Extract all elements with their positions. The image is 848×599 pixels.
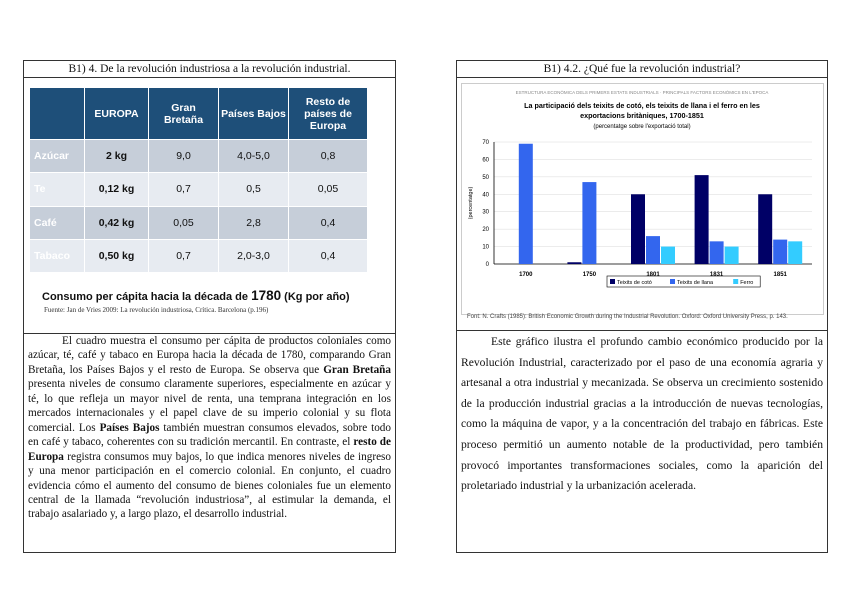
bold-term: Gran Bretaña (323, 363, 391, 376)
table-row-header: Café (30, 206, 85, 239)
table-cell: 9,0 (149, 140, 219, 173)
chart-header: ESTRUCTURA ECONÒMICA DELS PRIMERS ESTATS INDUSTRIALS · PRINCIPALS FACTORS ECONÒMICS EN L'EPOCA (515, 90, 769, 95)
table-cell: 0,4 (289, 239, 368, 272)
caption-text: Consumo per cápita hacia la década de (42, 291, 252, 303)
bar (567, 262, 581, 264)
legend-label: Teixits de llana (677, 280, 714, 286)
bar (582, 182, 596, 264)
table-row-header: Te (30, 173, 85, 206)
table-header: Gran Bretaña (149, 88, 219, 140)
table-cell: 2,8 (219, 206, 289, 239)
right-title: B1) 4.2. ¿Qué fue la revolución industrial? (457, 61, 827, 78)
y-tick-label: 30 (482, 209, 489, 216)
table-cell: 0,50 kg (85, 239, 149, 272)
y-tick-label: 70 (482, 140, 489, 146)
table-header: Países Bajos (219, 88, 289, 140)
chart-title-line1: La participació dels teixits de cotó, els teixits de llana i el ferro en les (524, 101, 760, 110)
bar (710, 241, 724, 264)
table-cell: 0,42 kg (85, 206, 149, 239)
table-row (30, 140, 368, 173)
table-header (30, 88, 85, 140)
consumption-table (29, 87, 368, 273)
bar (725, 247, 739, 264)
legend-swatch (610, 279, 615, 284)
chart-frame (461, 83, 824, 315)
bold-term: resto de Europa (28, 436, 391, 463)
x-tick-label: 1750 (582, 272, 597, 278)
caption-year: 1780 (251, 288, 282, 303)
x-tick-label: 1851 (773, 272, 787, 278)
caption-unit: (Kg por año) (281, 291, 350, 303)
table-cell: 2,0-3,0 (219, 239, 289, 272)
table-cell: 0,4 (289, 206, 368, 239)
right-commentary (461, 332, 823, 497)
bar (631, 194, 645, 264)
y-tick-label: 40 (482, 192, 489, 199)
bar (758, 194, 772, 264)
x-tick-label: 1801 (646, 272, 660, 278)
y-tick-label: 0 (485, 262, 489, 268)
exports-figure (457, 78, 827, 331)
table-cell: 4,0-5,0 (219, 140, 289, 173)
exports-chart (462, 84, 823, 314)
text-run: registra consumos muy bajos, lo que indica menores niveles de ingreso y una menor participación en el comercio colonial. En conjunto, el cuadro evidencia cómo el aumento del consumo de bienes coloniales fue un elemento central de la llamada “revolución industriosa”, al estimular la demanda, el trabajo asalariado y, a largo plazo, el desarrollo industrial. (28, 450, 391, 521)
table-cell: 0,05 (289, 173, 368, 206)
left-commentary (28, 334, 391, 522)
table-header: EUROPA (85, 88, 149, 140)
table-source: Fuente: Jan de Vries 2009: La revolución industriosa, Crítica. Barcelona (p.196) (44, 306, 269, 314)
legend-swatch (670, 279, 675, 284)
text-run: presenta niveles de consumo claramente superiores, especialmente en azúcar y té, lo que refleja un mayor nivel de renta, una temprana integración en los mercados internacionales y el papel clave de su imperio colonial y su flota comercial. Los (28, 378, 391, 434)
legend-label: Teixits de cotó (617, 280, 652, 286)
y-axis-label: (percentatge) (468, 186, 474, 220)
x-tick-label: 1831 (709, 272, 724, 278)
bar (695, 175, 709, 264)
table-cell: 2 kg (85, 140, 149, 173)
table-cell: 0,05 (149, 206, 219, 239)
bar (661, 247, 675, 264)
chart-source: Font: N. Crafts (1985): British Economic Growth during the Industrial Revolution. Oxford: Oxford University Press, p. 143. (467, 314, 788, 320)
y-tick-label: 50 (482, 174, 489, 181)
table-cell: 0,5 (219, 173, 289, 206)
consumption-figure (24, 78, 395, 334)
legend-swatch (733, 279, 738, 284)
left-title: B1) 4. De la revolución industriosa a la revolución industrial. (24, 61, 395, 78)
table-header-row (30, 88, 368, 140)
right-panel (456, 60, 828, 553)
table-row-header: Tabaco (30, 239, 85, 272)
y-tick-label: 10 (482, 244, 489, 251)
text-run: también muestran consumos elevados, sobre todo en café y tabaco, coherentes con su tradición mercantil. En contraste, el (28, 421, 391, 449)
table-row (30, 206, 368, 239)
table-cell: 0,8 (289, 140, 368, 173)
table-row (30, 239, 368, 272)
table-cell: 0,7 (149, 173, 219, 206)
table-row-header: Azúcar (30, 140, 85, 173)
y-tick-label: 60 (482, 157, 489, 164)
chart-title-line2: exportacions britàniques, 1700-1851 (580, 111, 704, 120)
left-panel (23, 60, 396, 553)
table-cell: 0,7 (149, 239, 219, 272)
legend-label: Ferro (740, 280, 754, 286)
bar (773, 240, 787, 264)
table-header: Resto de países de Europa (289, 88, 368, 140)
table-cell: 0,12 kg (85, 173, 149, 206)
bar (646, 236, 660, 264)
table-row (30, 173, 368, 206)
x-tick-label: 1700 (519, 272, 533, 278)
text-run: El cuadro muestra el consumo per cápita de productos coloniales como azúcar, té, café y tabaco en Europa hacia la década de 1780, comparando Gran Bretaña, los Países Bajos y el resto de Europa. Se observa que (28, 335, 391, 376)
bar (788, 241, 802, 264)
text-run: Este gráfico ilustra el profundo cambio económico producido por la Revolución Industrial, caracterizado por el paso de una economía agraria y artesanal a otra industrial y mecanizada. Se observa un crecimiento sostenido de la producción industrial gracias a la introducción de nuevas tecnologías, como la máquina de vapor, y a la concentración del trabajo en fábricas. Este proceso permitió un aumento notable de la productividad, pero también provocó importantes transformaciones sociales, como la aparición del proletariado industrial y la urbanización acelerada. (461, 335, 823, 493)
table-caption (42, 288, 350, 303)
bold-term: Países Bajos (99, 421, 160, 434)
y-tick-label: 20 (482, 227, 489, 234)
bar (519, 144, 533, 264)
chart-subtitle: (percentatge sobre l'exportació total) (593, 124, 691, 130)
